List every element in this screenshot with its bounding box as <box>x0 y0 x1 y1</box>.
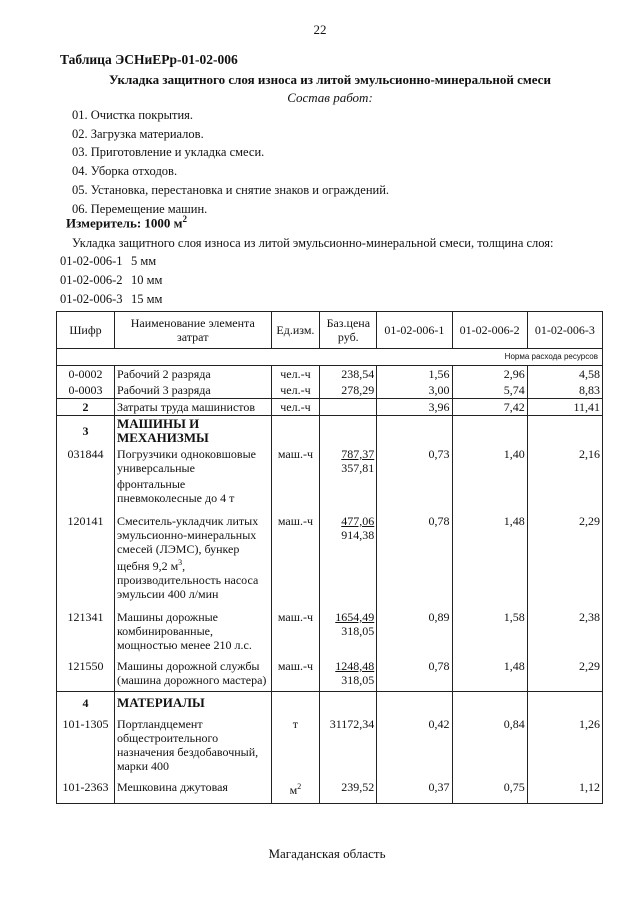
cell-code: 120141 <box>57 506 115 602</box>
work-item: 03. Приготовление и укладка смеси. <box>72 145 265 160</box>
cell-name <box>114 446 271 506</box>
variant-value: 5 мм <box>131 254 157 268</box>
table-id: Таблица ЭСНиЕРр-01-02-006 <box>60 52 238 67</box>
variant-code: 01-02-006-2 <box>60 272 123 287</box>
cell-v2: 0,84 <box>452 716 527 779</box>
page-number: 22 <box>313 22 327 37</box>
price-top: 1654,49 <box>335 610 375 624</box>
footer-region: Магаданская область <box>268 846 386 861</box>
work-item: 05. Установка, перестановка и снятие знаков и ограждений. <box>72 182 390 197</box>
cell-v3: 4,58 <box>527 366 602 383</box>
cell-code: 101-1305 <box>57 716 115 779</box>
cell-price: 239,52 <box>320 779 377 804</box>
variant-code: 01-02-006-1 <box>60 254 123 268</box>
table-row <box>57 382 603 399</box>
price-bottom: 318,05 <box>341 624 375 638</box>
cell-unit: маш.-ч <box>271 446 320 506</box>
cell-unit: маш.-ч <box>271 602 320 653</box>
cell-unit: чел.-ч <box>271 366 320 383</box>
table-row <box>57 716 603 779</box>
cell-price <box>320 506 377 602</box>
cell-code: 121341 <box>57 602 115 653</box>
cell-unit <box>271 779 320 804</box>
variant-row <box>60 271 162 290</box>
cell-code: 121550 <box>57 653 115 692</box>
cell-unit: маш.-ч <box>271 506 320 602</box>
header-variant-2: 01-02-006-2 <box>452 312 527 349</box>
cell-v3: 2,29 <box>527 506 602 602</box>
work-item: 02. Загрузка материалов. <box>72 126 204 141</box>
table-header-row <box>57 312 603 349</box>
price-top: 1248,48 <box>335 659 375 673</box>
cell-v2: 0,75 <box>452 779 527 804</box>
cell-v1: 0,42 <box>377 716 452 779</box>
cell-v3: 2,38 <box>527 602 602 653</box>
cell-name <box>114 506 271 602</box>
norm-label-row <box>57 349 603 366</box>
cell-name-line: фронтальные пневмоколесные до 4 т <box>116 477 235 505</box>
cell-name-text: Смеситель-укладчик литых эмульсионно-минеральных смесей (ЛЭМС), бункер щебня 9,2 м <box>116 514 259 573</box>
cell-name-tail: , производительность насоса эмульсии 400 л/мин <box>116 559 259 601</box>
section-title: МАШИНЫ И МЕХАНИЗМЫ <box>114 416 271 447</box>
table-subtitle: Укладка защитного слоя износа из литой эмульсионно-минеральной смеси <box>109 72 551 87</box>
cell-unit: чел.-ч <box>271 399 320 416</box>
unit-sup: 2 <box>297 782 302 791</box>
cell-v2: 1,58 <box>452 602 527 653</box>
cell-name-line: Погрузчики одноковшовые универсальные <box>116 447 256 475</box>
variant-value: 15 мм <box>131 291 163 306</box>
cell-name: Мешковина джутовая <box>114 779 271 804</box>
price-bottom: 914,38 <box>341 528 375 542</box>
variant-row <box>60 252 162 271</box>
work-item: 04. Уборка отходов. <box>72 164 178 179</box>
work-item: 06. Перемещение машин. <box>72 201 208 216</box>
cell-price: 238,54 <box>320 366 377 383</box>
variant-list <box>60 252 162 308</box>
work-list <box>72 106 389 218</box>
cell-name: Портландцемент общестроительного назначения бездобавочный, марки 400 <box>114 716 271 779</box>
table-row <box>57 653 603 692</box>
cell-v1: 3,96 <box>377 399 452 416</box>
table-row <box>57 366 603 383</box>
cell-v3: 2,16 <box>527 446 602 506</box>
cell-code: 0-0003 <box>57 382 115 399</box>
price-top: 787,37 <box>341 447 375 461</box>
cell-price <box>320 399 377 416</box>
header-name: Наименование элемента затрат <box>114 312 271 349</box>
section-row-machines <box>57 416 603 447</box>
section-code: 4 <box>57 692 115 717</box>
header-code: Шифр <box>57 312 115 349</box>
cell-price <box>320 653 377 692</box>
cell-name: Рабочий 3 разряда <box>114 382 271 399</box>
table-row <box>57 446 603 506</box>
unit-text: м <box>289 783 298 797</box>
work-composition-heading: Состав работ: <box>287 90 373 105</box>
cell-name: Затраты труда машинистов <box>114 399 271 416</box>
cell-unit: т <box>271 716 320 779</box>
cell-v2: 1,40 <box>452 446 527 506</box>
cell-name-sup: 3 <box>178 558 183 567</box>
cell-v1: 0,37 <box>377 779 452 804</box>
cell-price: 278,29 <box>320 382 377 399</box>
cell-v3: 1,26 <box>527 716 602 779</box>
header-unit: Ед.изм. <box>271 312 320 349</box>
table-row <box>57 602 603 653</box>
cell-v2: 1,48 <box>452 506 527 602</box>
header-price: Баз.цена руб. <box>320 312 377 349</box>
header-variant-3: 01-02-006-3 <box>527 312 602 349</box>
cell-unit: чел.-ч <box>271 382 320 399</box>
machinist-row <box>57 399 603 416</box>
meter-unit <box>66 214 187 231</box>
section-title: МАТЕРИАЛЫ <box>114 692 271 717</box>
cell-v1: 3,00 <box>377 382 452 399</box>
table-row <box>57 506 603 602</box>
cell-name: Машины дорожной службы (машина дорожного мастера) <box>114 653 271 692</box>
variant-row <box>60 290 162 309</box>
price-bottom: 318,05 <box>341 673 375 687</box>
cell-v3: 11,41 <box>527 399 602 416</box>
cell-v3: 8,83 <box>527 382 602 399</box>
cell-price <box>320 602 377 653</box>
cell-v2: 1,48 <box>452 653 527 692</box>
variant-code: 01-02-006-3 <box>60 291 123 306</box>
resource-table <box>56 311 603 804</box>
section-row-materials <box>57 692 603 717</box>
cell-v2: 7,42 <box>452 399 527 416</box>
cell-price: 31172,34 <box>320 716 377 779</box>
cell-name: Машины дорожные комбинированные, мощностью менее 210 л.с. <box>114 602 271 653</box>
meter-sup: 2 <box>182 214 188 224</box>
norm-label: Норма расхода ресурсов <box>57 349 603 366</box>
cell-v1: 1,56 <box>377 366 452 383</box>
cell-v1: 0,89 <box>377 602 452 653</box>
price-top: 477,06 <box>341 514 375 528</box>
price-bottom: 357,81 <box>341 461 375 475</box>
cell-v3: 2,29 <box>527 653 602 692</box>
cell-code: 031844 <box>57 446 115 506</box>
cell-unit: маш.-ч <box>271 653 320 692</box>
work-item: 01. Очистка покрытия. <box>72 108 194 122</box>
header-variant-1: 01-02-006-1 <box>377 312 452 349</box>
cell-v2: 5,74 <box>452 382 527 399</box>
meter-label: Измеритель: 1000 м <box>66 215 183 231</box>
cell-price <box>320 446 377 506</box>
cell-v1: 0,73 <box>377 446 452 506</box>
section-code: 3 <box>57 416 115 447</box>
cell-v2: 2,96 <box>452 366 527 383</box>
variant-value: 10 мм <box>131 272 163 287</box>
cell-code: 101-2363 <box>57 779 115 804</box>
work-description: Укладка защитного слоя износа из литой эмульсионно-минеральной смеси, толщина слоя: <box>72 236 554 250</box>
cell-name: Рабочий 2 разряда <box>114 366 271 383</box>
cell-v1: 0,78 <box>377 653 452 692</box>
cell-code: 0-0002 <box>57 366 115 383</box>
cell-v1: 0,78 <box>377 506 452 602</box>
cell-code: 2 <box>57 399 115 416</box>
cell-v3: 1,12 <box>527 779 602 804</box>
table-row <box>57 779 603 804</box>
